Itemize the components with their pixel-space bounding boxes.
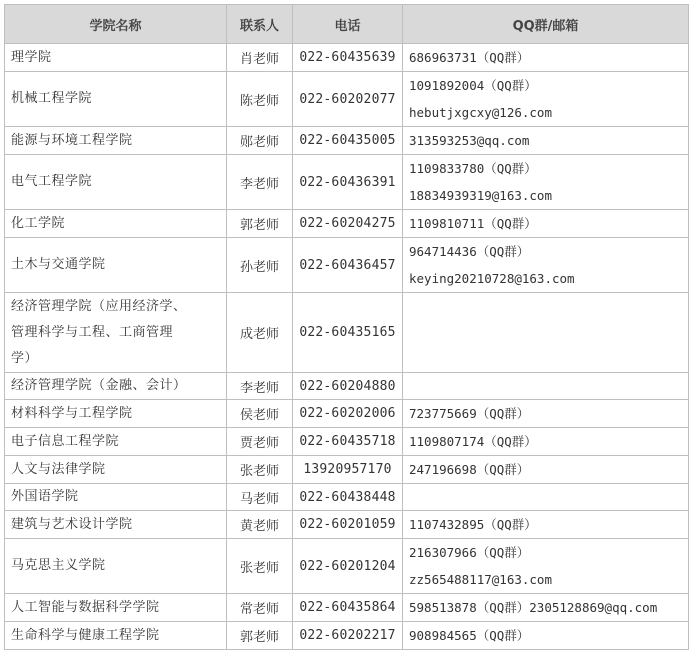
college-name-cell (5, 155, 227, 210)
college-name: 学） (11, 350, 39, 366)
contact-person: 肖老师 (227, 44, 293, 72)
college-name-cell (5, 456, 227, 484)
qq-or-email: 18834939319@163.com (409, 188, 552, 203)
college-name-cell (5, 594, 227, 622)
table-row (5, 155, 689, 210)
college-name-cell (5, 484, 227, 511)
college-name: 外国语学院 (11, 489, 79, 504)
qq-email-cell (403, 210, 689, 238)
qq-or-email: 908984565（QQ群） (409, 628, 530, 643)
header-college: 学院名称 (5, 5, 227, 44)
phone-number: 13920957170 (293, 456, 403, 484)
college-name: 土木与交通学院 (11, 257, 106, 272)
college-name: 电子信息工程学院 (11, 433, 120, 449)
table-row (5, 293, 689, 373)
header-qq-email: QQ群/邮箱 (403, 5, 689, 44)
college-name: 能源与环境工程学院 (11, 132, 133, 148)
phone-number: 022-60435864 (293, 594, 403, 622)
phone-number: 022-60202006 (293, 400, 403, 428)
qq-email-cell (403, 622, 689, 650)
college-name: 机械工程学院 (11, 91, 93, 106)
contact-person: 张老师 (227, 539, 293, 594)
phone-number: 022-60438448 (293, 484, 403, 511)
college-name: 马克思主义学院 (11, 558, 106, 573)
qq-or-email: 1107432895（QQ群） (409, 517, 537, 532)
qq-email-cell (403, 373, 689, 400)
qq-or-email: 247196698（QQ群） (409, 462, 530, 477)
qq-email-cell (403, 44, 689, 72)
college-name: 建筑与艺术设计学院 (11, 516, 133, 532)
table-row (5, 72, 689, 127)
college-name-cell (5, 511, 227, 539)
college-name: 管理科学与工程、工商管理 (11, 324, 174, 340)
table-row (5, 456, 689, 484)
contact-person: 陈老师 (227, 72, 293, 127)
contact-person: 常老师 (227, 594, 293, 622)
qq-or-email: zz565488117@163.com (409, 572, 552, 587)
qq-email-cell (403, 238, 689, 293)
table-body (5, 44, 689, 650)
table-row (5, 238, 689, 293)
qq-email-cell (403, 428, 689, 456)
phone-number: 022-60435005 (293, 127, 403, 155)
table-row (5, 210, 689, 238)
qq-or-email: 1109833780（QQ群） (409, 161, 537, 176)
phone-number: 022-60435718 (293, 428, 403, 456)
qq-or-email: 964714436（QQ群） (409, 244, 530, 259)
qq-email-cell (403, 155, 689, 210)
contact-person: 孙老师 (227, 238, 293, 293)
phone-number: 022-60201059 (293, 511, 403, 539)
table-row (5, 44, 689, 72)
phone-number: 022-60435165 (293, 293, 403, 373)
contact-person: 马老师 (227, 484, 293, 511)
college-name-cell (5, 127, 227, 155)
college-name-cell (5, 72, 227, 127)
qq-email-cell (403, 400, 689, 428)
qq-email-cell (403, 456, 689, 484)
qq-or-email: 313593253@qq.com (409, 133, 530, 148)
college-name: 生命科学与健康工程学院 (11, 627, 160, 643)
college-name: 人工智能与数据科学学院 (11, 599, 160, 615)
qq-or-email: 1109807174（QQ群） (409, 434, 537, 449)
qq-or-email: 216307966（QQ群） (409, 545, 530, 560)
contact-person: 贾老师 (227, 428, 293, 456)
phone-number: 022-60202217 (293, 622, 403, 650)
college-name: 材料科学与工程学院 (11, 405, 133, 421)
college-name: 化工学院 (11, 215, 66, 231)
contact-person: 李老师 (227, 155, 293, 210)
table-row (5, 511, 689, 539)
college-name: 理学院 (11, 49, 52, 65)
contact-person: 郭老师 (227, 210, 293, 238)
college-name: 电气工程学院 (11, 174, 93, 189)
qq-email-cell (403, 539, 689, 594)
qq-email-cell (403, 594, 689, 622)
table-row (5, 428, 689, 456)
qq-or-email: 1109810711（QQ群） (409, 216, 537, 231)
qq-or-email: 598513878（QQ群）2305128869@qq.com (409, 600, 658, 615)
header-phone: 电话 (293, 5, 403, 44)
table-header-row (5, 5, 689, 44)
qq-email-cell (403, 484, 689, 511)
college-name: 经济管理学院（应用经济学、 (11, 298, 187, 314)
header-contact: 联系人 (227, 5, 293, 44)
table-row (5, 594, 689, 622)
contact-person: 张老师 (227, 456, 293, 484)
phone-number: 022-60202077 (293, 72, 403, 127)
phone-number: 022-60436457 (293, 238, 403, 293)
contact-person: 黄老师 (227, 511, 293, 539)
college-name-cell (5, 539, 227, 594)
qq-or-email: hebutjxgcxy@126.com (409, 105, 552, 120)
college-name-cell (5, 210, 227, 238)
qq-email-cell (403, 511, 689, 539)
college-name: 经济管理学院（金融、会计） (11, 378, 187, 393)
college-contact-table (4, 4, 689, 650)
table-row (5, 127, 689, 155)
qq-or-email: 686963731（QQ群） (409, 50, 530, 65)
college-name-cell (5, 400, 227, 428)
qq-or-email: 1091892004（QQ群） (409, 78, 537, 93)
table-row (5, 373, 689, 400)
contact-person: 郭老师 (227, 622, 293, 650)
qq-email-cell (403, 127, 689, 155)
phone-number: 022-60204275 (293, 210, 403, 238)
college-name-cell (5, 293, 227, 373)
college-name-cell (5, 622, 227, 650)
table-row (5, 484, 689, 511)
phone-number: 022-60435639 (293, 44, 403, 72)
college-name-cell (5, 44, 227, 72)
table-row (5, 539, 689, 594)
phone-number: 022-60201204 (293, 539, 403, 594)
qq-email-cell (403, 72, 689, 127)
college-name-cell (5, 238, 227, 293)
phone-number: 022-60204880 (293, 373, 403, 400)
phone-number: 022-60436391 (293, 155, 403, 210)
table-row (5, 400, 689, 428)
college-name: 人文与法律学院 (11, 461, 106, 477)
contact-person: 李老师 (227, 373, 293, 400)
college-name-cell (5, 428, 227, 456)
contact-person: 郧老师 (227, 127, 293, 155)
qq-or-email: keying20210728@163.com (409, 271, 575, 286)
college-name-cell (5, 373, 227, 400)
qq-or-email: 723775669（QQ群） (409, 406, 530, 421)
table-row (5, 622, 689, 650)
contact-person: 成老师 (227, 293, 293, 373)
qq-email-cell (403, 293, 689, 373)
contact-person: 侯老师 (227, 400, 293, 428)
